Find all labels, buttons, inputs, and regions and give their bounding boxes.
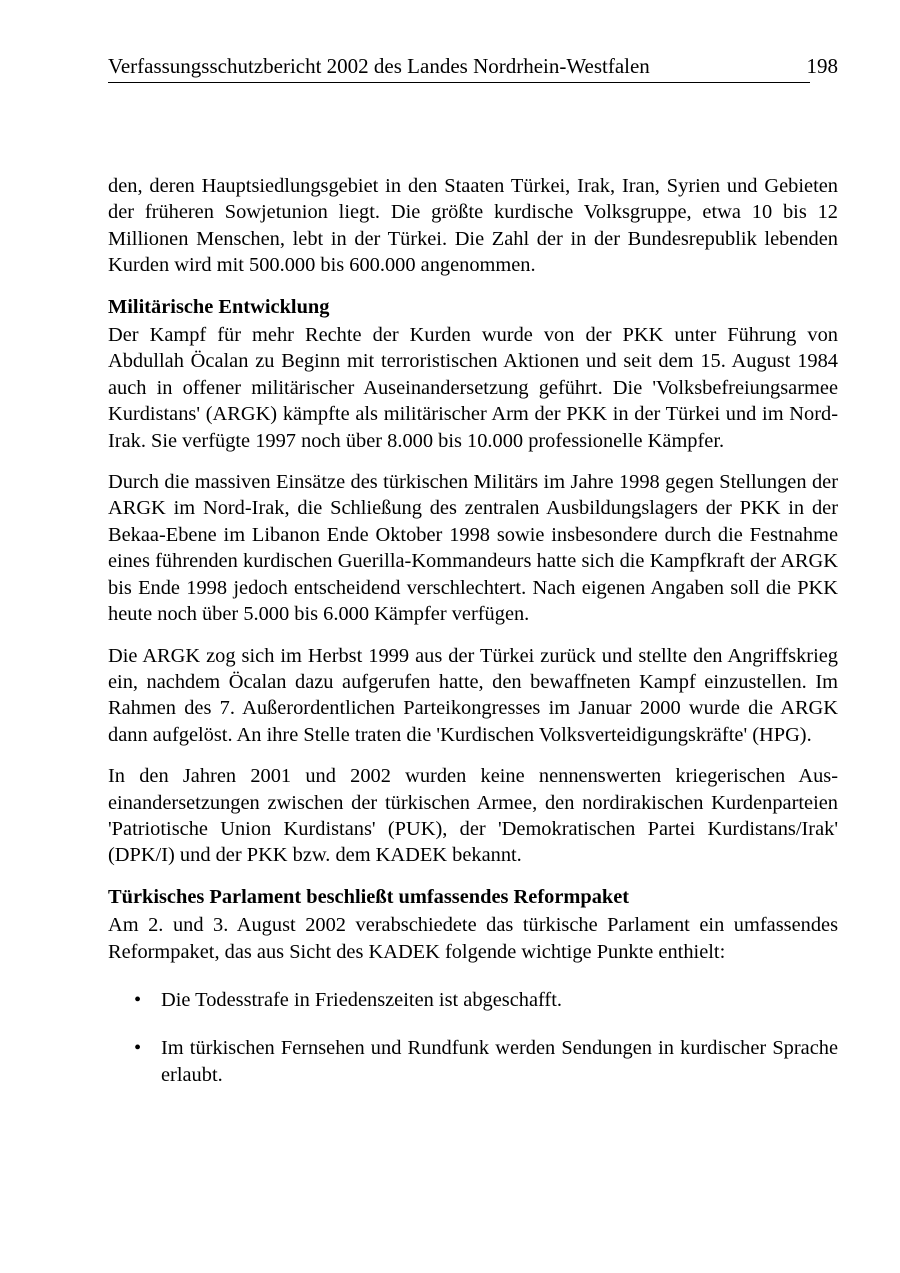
list-item (108, 1035, 838, 1088)
list-item-text: Im türkischen Fernsehen und Rundfunk werden Sendungen in kurdischer Sprache erlaubt. (161, 1037, 838, 1086)
bullet-list (108, 987, 838, 1088)
header-rule (108, 82, 810, 83)
paragraph: Durch die massiven Einsätze des türkischen Militärs im Jahre 1998 gegen Stellungen der ARGK im Nord-Irak, die Schließung des zentralen Ausbildungslagers der PKK in der Bekaa-Ebene im Libanon Ende Oktober 1998 sowie insbesondere durch die Festnahme eines führenden kurdischen Guerilla-Kommandeurs hatte sich die Kampfkraft der ARGK bis Ende 1998 jedoch entscheidend verschlechtert. Nach eigenen Angaben soll die PKK heute noch über 5.000 bis 6.000 Kämpfer verfügen. (108, 471, 838, 626)
paragraph: In den Jahren 2001 und 2002 wurden keine nennenswerten kriegerischen Auseinandersetzungen zwischen der türkischen Armee, den nordirakischen Kurdenparteien 'Patriotische Union Kurdistans' (PUK), der 'Demokratischen Partei Kurdistans/Irak' (DPK/I) und der PKK bzw. dem KADEK bekannt. (108, 765, 838, 867)
page-number: 198 (806, 54, 838, 78)
header-title: Verfassungsschutzbericht 2002 des Landes Nordrhein-Westfalen (108, 54, 650, 78)
paragraph: Die ARGK zog sich im Herbst 1999 aus der Türkei zurück und stellte den Angriffskrieg ein, nachdem Öcalan dazu aufgerufen hatte, den bewaffneten Kampf einzustellen. Im Rahmen des 7. Außerordentlichen Parteikongresses im Januar 2000 wurde die ARGK dann aufgelöst. An ihre Stelle traten die 'Kurdischen Volksverteidigungskräfte' (HPG). (108, 644, 838, 746)
list-item-text: Die Todesstrafe in Friedenszeiten ist abgeschafft. (161, 988, 562, 1011)
list-item (108, 987, 838, 1013)
section-heading-reform: Türkisches Parlament beschließt umfassendes Reformpaket (108, 885, 630, 908)
paragraph: Am 2. und 3. August 2002 verabschiedete das türkische Parlament ein umfassendes Reformpaket, das aus Sicht des KADEK folgende wichtige Punkte enthielt: (108, 914, 838, 963)
bullet-icon: • (134, 988, 142, 1011)
section-heading-military: Militärische Entwicklung (108, 295, 330, 318)
page-content (108, 173, 838, 1110)
paragraph: Der Kampf für mehr Rechte der Kurden wurde von der PKK unter Führung von Abdullah Öcalan zu Beginn mit terroristischen Aktionen und seit dem 15. August 1984 auch in offener militärischer Auseinandersetzung geführt. Die 'Volksbefreiungsarmee Kurdistans' (ARGK) kämpfte als militärischer Arm der PKK in der Türkei und im Nord-Irak. Sie verfügte 1997 noch über 8.000 bis 10.000 professionelle Kämpfer. (108, 324, 838, 452)
page-header (108, 52, 838, 84)
bullet-icon: • (134, 1037, 142, 1060)
intro-paragraph: den, deren Hauptsiedlungsgebiet in den Staaten Türkei, Irak, Iran, Syrien und Gebieten der früheren Sowjetunion liegt. Die größte kurdische Volksgruppe, etwa 10 bis 12 Millionen Menschen, lebt in der Türkei. Die Zahl der in der Bundesrepublik lebenden Kurden wird mit 500.000 bis 600.000 angenommen. (108, 175, 838, 277)
